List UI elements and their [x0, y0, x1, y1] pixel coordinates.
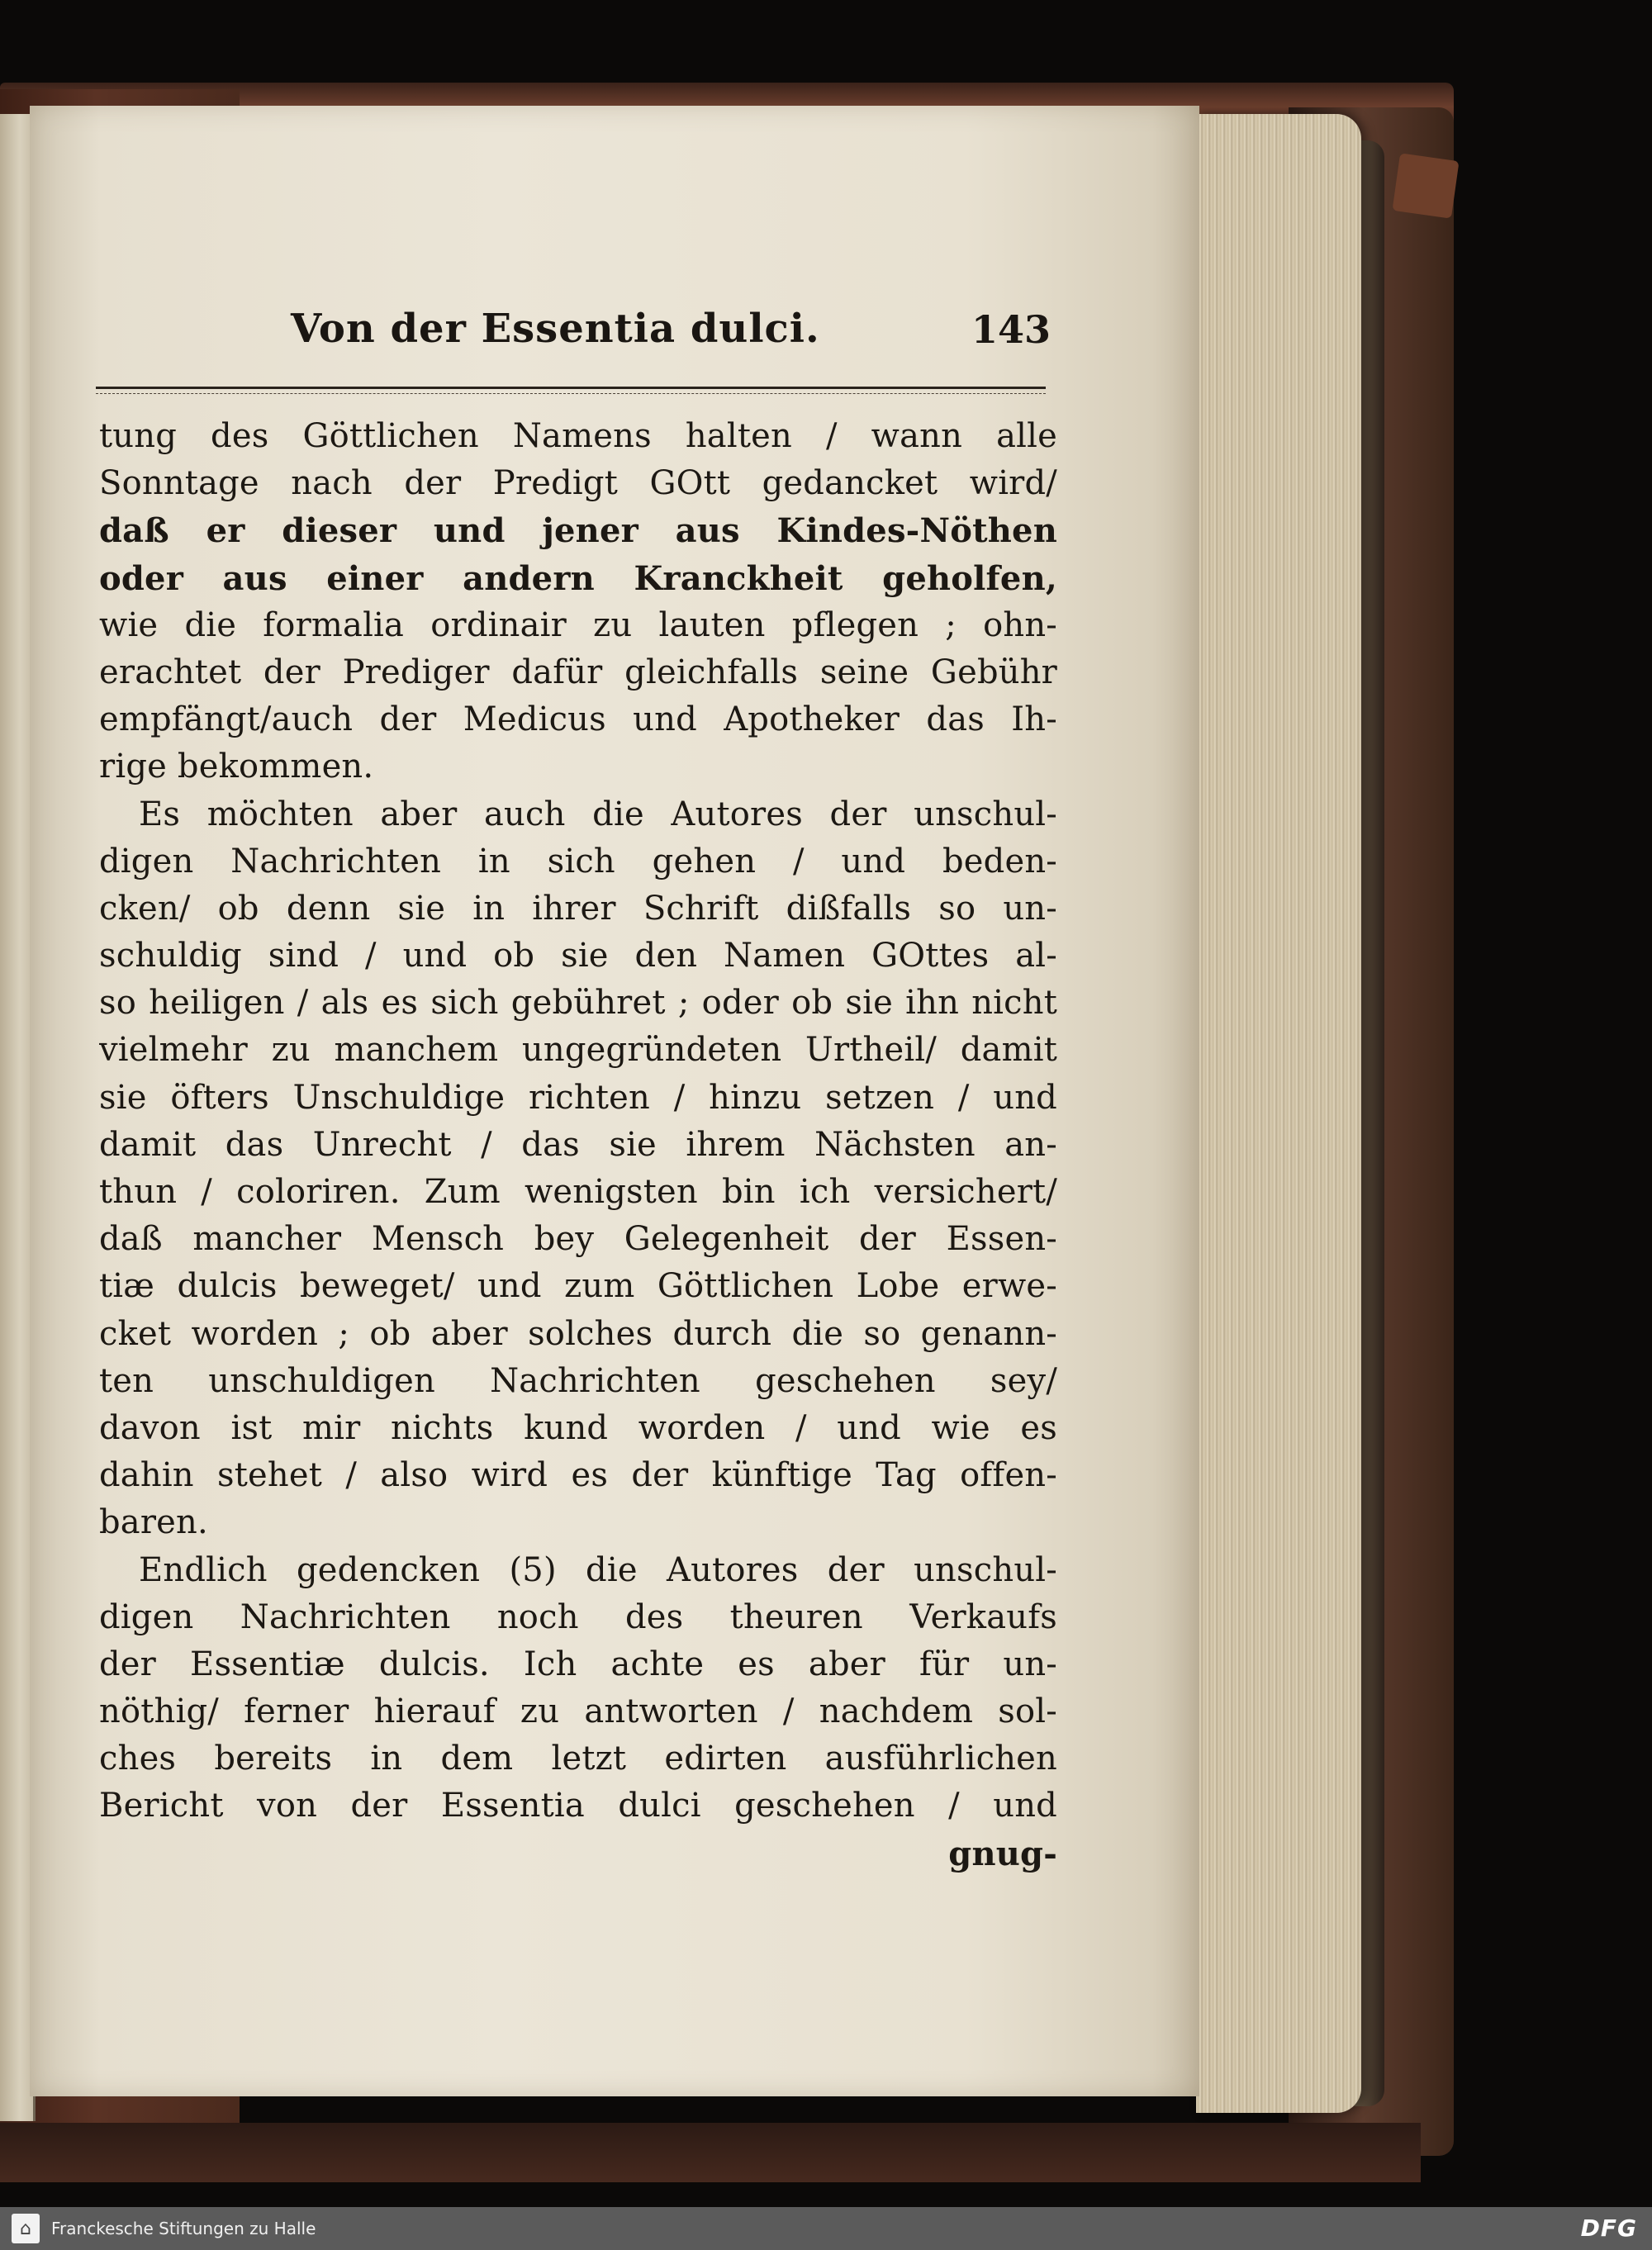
- page-block-edge: [1196, 114, 1361, 2113]
- catchword: gnug-: [948, 1834, 1057, 1873]
- viewer-footer: [0, 2207, 1652, 2250]
- text-line: der Essentiæ dulcis. Ich achte es aber für un-: [99, 1645, 1057, 1683]
- paragraph-start-line: Endlich gedencken (5) die Autores der unschul-: [139, 1550, 1057, 1589]
- institution-logo-icon: ⌂: [12, 2214, 40, 2243]
- dfg-logo: DFG: [1580, 2214, 1637, 2242]
- text-line: damit das Unrecht / das sie ihrem Nächsten an-: [99, 1125, 1057, 1164]
- text-line: davon ist mir nichts kund worden / und wie es: [99, 1408, 1057, 1447]
- text-line: erachtet der Prediger dafür gleichfalls seine Gebühr: [99, 653, 1057, 691]
- text-line: so heiligen / als es sich gebühret ; oder ob sie ihn nicht: [99, 984, 1057, 1023]
- text-line: wie die formalia ordinair zu lauten pflegen ; ohn-: [99, 605, 1057, 644]
- text-line: empfängt/auch der Medicus und Apotheker das Ih-: [99, 700, 1057, 739]
- header-rule-dashed: [96, 393, 1046, 394]
- header-rule: [96, 387, 1046, 389]
- text-line: daß er dieser und jener aus Kindes-Nöthen: [99, 511, 1057, 551]
- page-number: 143: [971, 307, 1051, 352]
- text-line: digen Nachrichten noch des theuren Verkaufs: [99, 1597, 1057, 1636]
- running-title: Von der Essentia dulci.: [291, 306, 820, 352]
- text-line: Bericht von der Essentia dulci geschehen / und: [99, 1787, 1057, 1825]
- text-line: ches bereits in dem letzt edirten ausführlichen: [99, 1740, 1057, 1778]
- text-line: vielmehr zu manchem ungegründeten Urtheil/ damit: [99, 1031, 1057, 1070]
- page-header: [291, 306, 1051, 370]
- text-line: digen Nachrichten in sich gehen / und beden-: [99, 842, 1057, 881]
- text-line: thun / coloriren. Zum wenigsten bin ich versichert/: [99, 1173, 1057, 1211]
- book-cover-bottom: [0, 2123, 1421, 2182]
- text-line: tiæ dulcis beweget/ und zum Göttlichen Lobe erwe-: [99, 1267, 1057, 1306]
- text-line: cken/ ob denn sie in ihrer Schrift dißfalls so un-: [99, 889, 1057, 928]
- book-page: [30, 106, 1199, 2096]
- cover-corner: [1392, 153, 1459, 218]
- text-line: oder aus einer andern Kranckheit geholfen,: [99, 558, 1057, 598]
- text-line: tung des Göttlichen Namens halten / wann alle: [99, 417, 1057, 455]
- paragraph-start-line: Es möchten aber auch die Autores der unschul-: [139, 795, 1057, 833]
- text-line: baren.: [99, 1503, 208, 1542]
- institution-label: Franckesche Stiftungen zu Halle: [51, 2219, 316, 2238]
- text-line: nöthig/ ferner hierauf zu antworten / nachdem sol-: [99, 1692, 1057, 1731]
- text-line: Sonntage nach der Predigt GOtt gedancket wird/: [99, 464, 1057, 503]
- text-line: rige bekommen.: [99, 748, 374, 786]
- text-line: sie öfters Unschuldige richten / hinzu setzen / und: [99, 1078, 1057, 1117]
- text-line: daß mancher Mensch bey Gelegenheit der Essen-: [99, 1220, 1057, 1259]
- text-line: ten unschuldigen Nachrichten geschehen sey/: [99, 1361, 1057, 1400]
- text-line: dahin stehet / also wird es der künftige Tag offen-: [99, 1456, 1057, 1495]
- text-line: cket worden ; ob aber solches durch die so genann-: [99, 1314, 1057, 1353]
- text-line: schuldig sind / und ob sie den Namen GOttes al-: [99, 937, 1057, 975]
- body-text: [99, 413, 1057, 1877]
